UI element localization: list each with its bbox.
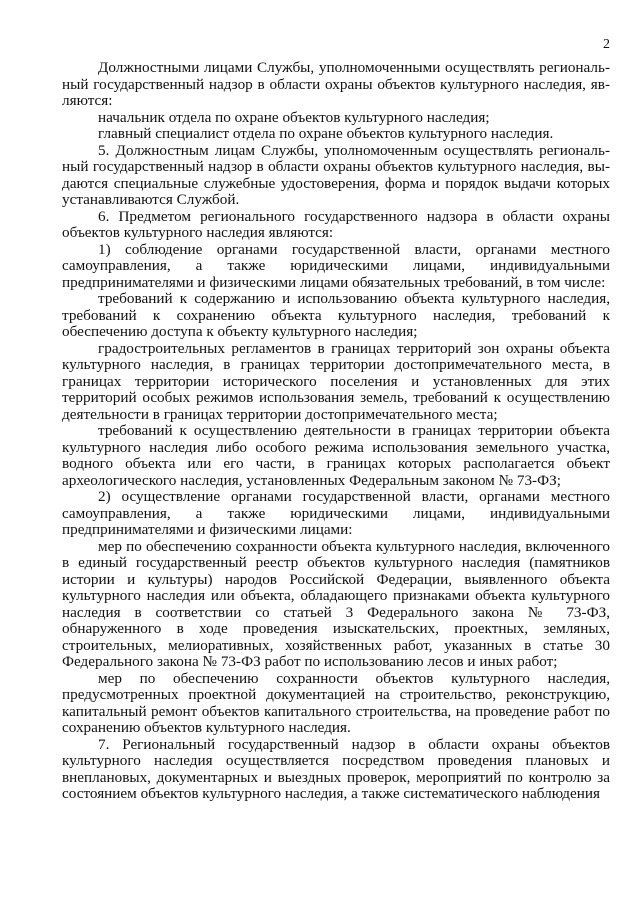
paragraph-activity-requirements: требований к осуществлению деятельности в границах территории объекта культурного наследия либо особого режима использования земельного участка, водного объекта или его части, в границах которых располагается объект археологического наследия, установленных Федеральным законом № 73-ФЗ;	[62, 422, 610, 489]
paragraph-chief-specialist: главный специалист отдела по охране объектов культурного наследия.	[98, 125, 554, 142]
paragraph-preservation-measures: мер по обеспечению сохранности объекта культурного наследия, включенного в единый государственный реестр объектов культурного наследия (памятников истории и культуры) народов Российской Федерации, выявленного объекта культурного наследия или объекта, обладающего признаками объекта культурного наследия в соответствии со статьей 3 Федерального закона № 73-ФЗ, обнаруженного в ходе проведения изыскательских, проектных, земляных, строительных, мелиоративных, хозяйственных работ, указанных в статье 30 Федерального закона № 73-ФЗ работ по использованию лесов и иных работ;	[62, 537, 610, 670]
paragraph-item-5: 5. Должностным лицам Службы, уполномоченным осуществлять региональный государственный надзор в области охраны объектов культурного наследия, выдаются специальные служебные удостоверения, форма и порядок выдачи которых устанавливаются Службой.	[62, 141, 610, 208]
page-number: 2	[603, 37, 610, 52]
paragraph-project-measures: мер по обеспечению сохранности объектов культурного наследия, предусмотренных проектной документацией на строительство, реконструкцию, капитальный ремонт объектов капитального строительства, на проведение работ по сохранению объектов культурного наследия.	[62, 669, 610, 736]
paragraph-urban-planning: градостроительных регламентов в границах территорий зон охраны объекта культурного наследия, в границах территории достопримечательного места, в границах территории исторического поселения и установленных для этих территорий особых режимов использования земель, требований к осуществлению деятельности в границах территории достопримечательного места;	[62, 339, 610, 423]
paragraph-officials-intro: Должностными лицами Службы, уполномоченными осуществлять региональный государственный надзор в области охраны объектов культурного наследия, являются:	[62, 59, 610, 109]
paragraph-item-6-2: 2) осуществление органами государственной власти, органами местного самоуправления, а также юридическими лицами, индивидуальными предпринимателями и физическими лицами:	[62, 488, 610, 538]
paragraph-item-7: 7. Региональный государственный надзор в области охраны объектов культурного наследия осуществляется посредством проведения плановых и внеплановых, документарных и выездных проверок, мероприятий по контролю за состоянием объектов культурного наследия, а также систематического наблюдения	[62, 735, 610, 802]
paragraph-department-head: начальник отдела по охране объектов культурного наследия;	[98, 108, 490, 126]
paragraph-requirements-maintenance: требований к содержанию и использованию объекта культурного наследия, требований к сохранению объекта культурного наследия, требований к обеспечению доступа к объекту культурного наследия;	[62, 290, 610, 340]
paragraph-item-6: 6. Предметом регионального государственного надзора в области охраны объектов культурного наследия являются:	[62, 207, 610, 241]
document-body	[62, 60, 610, 803]
paragraph-item-6-1: 1) соблюдение органами государственной власти, органами местного самоуправления, а также юридическими лицами, индивидуальными предпринимателями и физическими лицами обязательных требований, в том числе:	[62, 240, 610, 291]
